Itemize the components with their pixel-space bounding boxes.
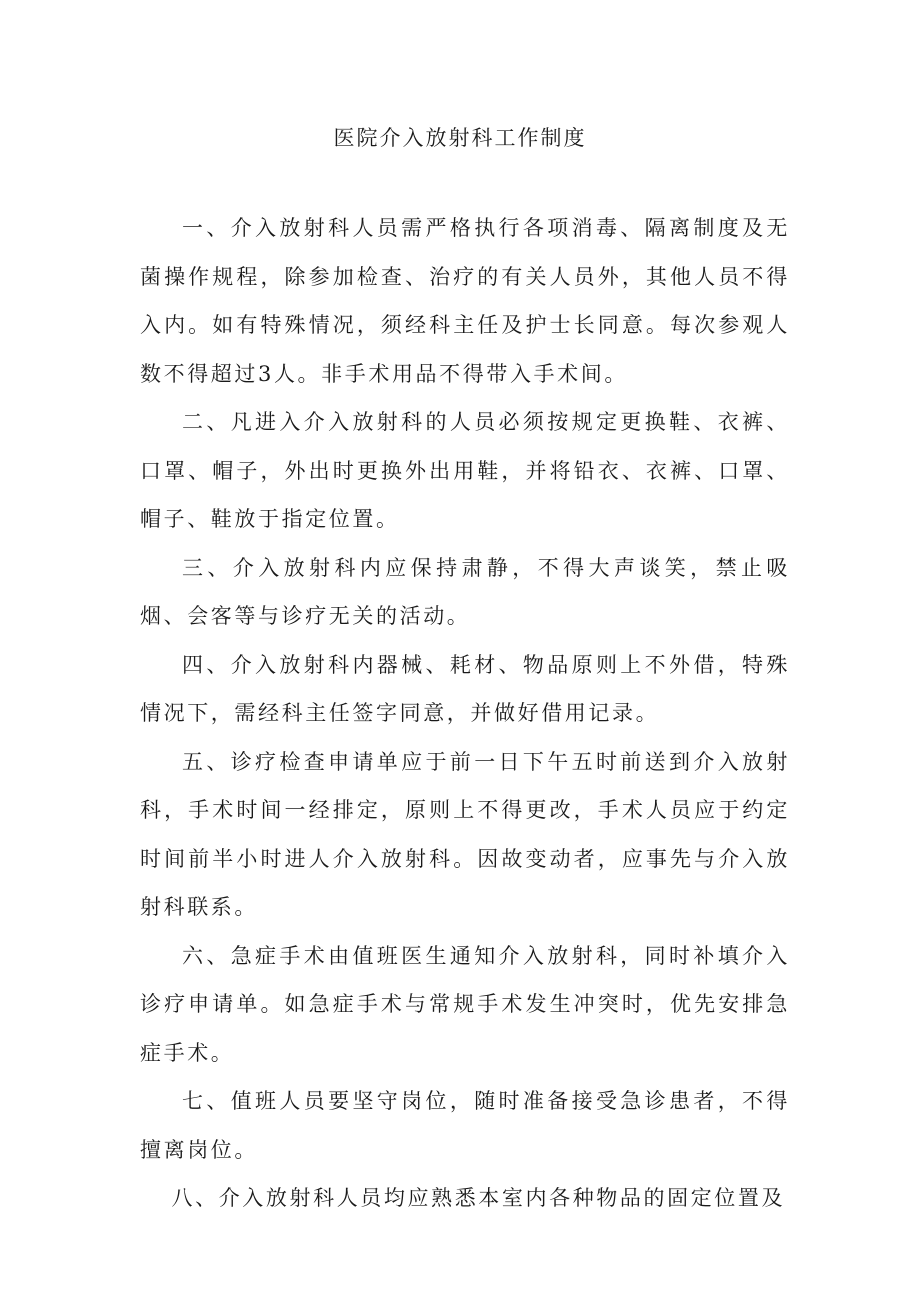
- paragraph-5: 五、诊疗检查申请单应于前一日下午五时前送到介入放射科，手术时间一经排定，原则上不得更改，手术人员应于约定时间前半小时进人介入放射科。因故变动者，应事先与介入放射科联系。: [140, 749, 790, 919]
- paragraph-7: 七、值班人员要坚守岗位，随时准备接受急诊患者，不得擅离岗位。: [140, 1089, 790, 1162]
- paragraph-1: 一、介入放射科人员需严格执行各项消毒、隔离制度及无菌操作规程，除参加检查、治疗的有关人员外，其他人员不得入内。如有特殊情况，须经科主任及护士长同意。每次参观人数不得超过3人。非手术用品不得带入手术间。: [140, 216, 790, 386]
- paragraph-3: 三、介入放射科内应保持肃静，不得大声谈笑，禁止吸烟、会客等与诊疗无关的活动。: [140, 555, 790, 628]
- document-title: 医院介入放射科工作制度: [333, 126, 587, 150]
- paragraph-8: 八、介入放射科人员均应熟悉本室内各种物品的固定位置及: [171, 1186, 786, 1210]
- paragraph-2: 二、凡进入介入放射科的人员必须按规定更换鞋、衣裤、口罩、帽子，外出时更换外出用鞋，并将铅衣、衣裤、口罩、帽子、鞋放于指定位置。: [140, 410, 790, 531]
- paragraph-4: 四、介入放射科内器械、耗材、物品原则上不外借，特殊情况下，需经科主任签字同意，并做好借用记录。: [140, 652, 790, 725]
- paragraph-6: 六、急症手术由值班医生通知介入放射科，同时补填介入诊疗申请单。如急症手术与常规手术发生冲突时，优先安排急症手术。: [140, 943, 790, 1065]
- document-body: [140, 204, 790, 1223]
